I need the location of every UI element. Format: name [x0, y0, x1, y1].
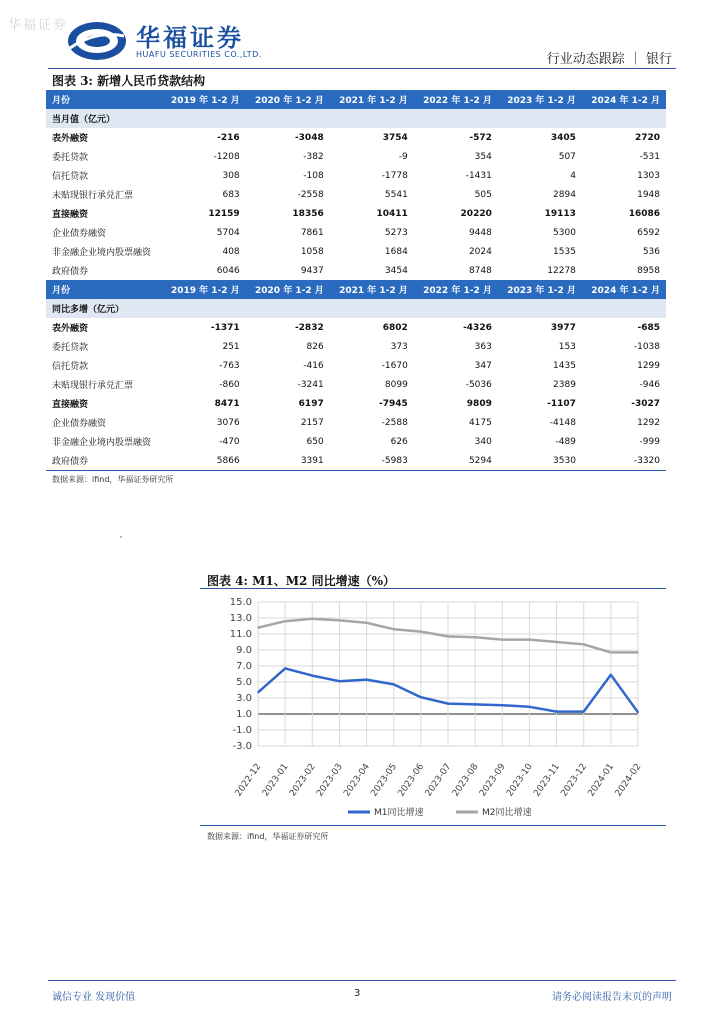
- series-point: [366, 679, 368, 681]
- table-cell: -2588: [381, 417, 408, 428]
- loan-structure-table: [46, 90, 666, 471]
- table-cell: 3530: [498, 451, 582, 471]
- chart4-source: 数据来源：ifind，华福证券研究所: [207, 832, 329, 841]
- row-label: 委托贷款: [52, 153, 89, 163]
- table-cell: -3027: [631, 398, 660, 409]
- table-cell: 8748: [468, 265, 492, 276]
- table-row: [46, 337, 666, 356]
- row-label: 直接融资: [52, 400, 89, 410]
- table-row: [46, 413, 666, 432]
- page-number: 3: [354, 988, 361, 999]
- table-cell: 507: [558, 151, 576, 162]
- table-cell: 2389: [553, 379, 576, 390]
- y-tick-label: 1.0: [236, 709, 252, 720]
- table-cell: -946: [639, 379, 660, 390]
- table-cell: 363: [474, 341, 492, 352]
- table-cell: 1299: [637, 360, 660, 371]
- table-cell: -5036: [465, 379, 492, 390]
- series-point: [447, 703, 449, 705]
- y-tick-label: -1.0: [232, 725, 252, 736]
- series-point: [583, 644, 585, 646]
- table-row: [46, 185, 666, 204]
- stray-dot: [120, 536, 122, 538]
- table-cell: -1107: [547, 398, 576, 409]
- footer-divider: [48, 980, 676, 981]
- table-row: [46, 204, 666, 223]
- series-point: [610, 674, 612, 676]
- logo-chinese-name: 华福证券: [136, 23, 244, 52]
- table-section-row: [46, 299, 666, 318]
- series-point: [284, 668, 286, 670]
- table-cell: 2157: [300, 417, 324, 428]
- table-cell: -382: [303, 151, 324, 162]
- column-header-period: 2023 年 1-2 月: [498, 90, 582, 109]
- table-cell: 4175: [468, 417, 492, 428]
- series-point: [284, 620, 286, 622]
- row-label: 非金融企业境内股票融资: [52, 438, 152, 448]
- row-label: 直接融资: [52, 210, 89, 220]
- row-label: 信托贷款: [52, 362, 89, 372]
- table-cell: 505: [474, 189, 492, 200]
- series-point: [311, 675, 313, 677]
- table-cell: 20220: [460, 208, 492, 219]
- table-cell: -763: [219, 360, 240, 371]
- x-tick-label: 2023-02: [287, 761, 318, 799]
- series-point: [257, 692, 259, 694]
- table-cell: 373: [390, 341, 408, 352]
- table-header-row: [46, 280, 666, 299]
- table-cell: 354: [474, 151, 492, 162]
- series-point: [501, 704, 503, 706]
- table-cell: 536: [642, 246, 660, 257]
- x-tick-label: 2023-07: [423, 761, 454, 799]
- series-point: [447, 636, 449, 638]
- table-cell: -999: [639, 436, 660, 447]
- table-cell: 347: [474, 360, 492, 371]
- table-cell: -1038: [633, 341, 660, 352]
- table-cell: -685: [637, 322, 660, 333]
- table-cell: 826: [306, 341, 324, 352]
- series-point: [393, 684, 395, 686]
- table3-caption: 图表 3: 新增人民币贷款结构: [52, 74, 206, 88]
- table-cell: 3977: [550, 322, 576, 333]
- column-header-period: 2023 年 1-2 月: [498, 280, 582, 299]
- column-header-period: 2019 年 1-2 月: [162, 90, 246, 109]
- table-cell: 6592: [637, 227, 660, 238]
- table-cell: 16086: [628, 208, 660, 219]
- table-cell: 6197: [298, 398, 324, 409]
- section-label: 当月值（亿元）: [46, 109, 666, 128]
- table-row: [46, 394, 666, 413]
- table-cell: 1292: [637, 417, 660, 428]
- table-cell: 9437: [300, 265, 324, 276]
- x-tick-label: 2024-01: [586, 761, 617, 799]
- logo-english-name: HUAFU SECURITIES CO.,LTD.: [136, 50, 262, 59]
- table-row: [46, 223, 666, 242]
- table-cell: 9448: [468, 227, 492, 238]
- y-tick-label: -3.0: [232, 741, 252, 752]
- table-cell: 5541: [384, 189, 408, 200]
- table-cell: 12278: [547, 265, 576, 276]
- footer-disclaimer: 请务必阅读报告末页的声明: [552, 992, 672, 1003]
- table-cell: 1684: [384, 246, 408, 257]
- series-point: [529, 706, 531, 708]
- table-cell: 4: [570, 170, 576, 181]
- table-row: [46, 147, 666, 166]
- table-cell: -860: [219, 379, 240, 390]
- column-header-period: 2020 年 1-2 月: [246, 90, 330, 109]
- logo-swirl-icon: [66, 18, 128, 64]
- table-cell: 3076: [216, 417, 240, 428]
- section-title: 行业动态跟踪 ｜ 银行: [546, 52, 672, 67]
- table-cell: 1058: [300, 246, 324, 257]
- table-cell: -1371: [210, 322, 240, 333]
- row-label: 企业债券融资: [52, 419, 107, 429]
- row-label: 表外融资: [52, 324, 89, 334]
- watermark: 华福证券: [8, 18, 69, 33]
- table-cell: 19113: [544, 208, 576, 219]
- row-label: 政府债券: [52, 267, 89, 277]
- table-cell: -1778: [381, 170, 408, 181]
- x-tick-label: 2023-12: [559, 761, 590, 799]
- y-tick-label: 7.0: [236, 661, 252, 672]
- table-cell: -216: [217, 132, 240, 143]
- table-cell: -1670: [381, 360, 408, 371]
- table-cell: 340: [474, 436, 492, 447]
- table-cell: 408: [222, 246, 240, 257]
- x-tick-label: 2023-10: [505, 761, 535, 799]
- series-point: [610, 652, 612, 654]
- y-tick-label: 15.0: [229, 597, 252, 608]
- table-row: [46, 128, 666, 147]
- m1-m2-line-chart: [200, 590, 666, 824]
- table-cell: -3048: [294, 132, 324, 143]
- table-row: [46, 375, 666, 394]
- table-cell: -7945: [379, 398, 408, 409]
- series-point: [420, 631, 422, 633]
- series-point: [529, 639, 531, 641]
- table-row: [46, 318, 666, 337]
- table-cell: 3391: [246, 451, 330, 471]
- column-header-period: 2024 年 1-2 月: [582, 90, 666, 109]
- table-row: [46, 451, 666, 471]
- table-row: [46, 432, 666, 451]
- table-cell: 3454: [384, 265, 408, 276]
- table-cell: 308: [222, 170, 240, 181]
- x-tick-label: 2023-06: [396, 761, 427, 799]
- table-cell: 1303: [637, 170, 660, 181]
- table-cell: 5273: [384, 227, 408, 238]
- legend-label: M2同比增速: [482, 808, 532, 818]
- header-divider: [48, 68, 676, 69]
- y-tick-label: 9.0: [236, 645, 252, 656]
- table-cell: 5866: [162, 451, 246, 471]
- y-tick-label: 3.0: [236, 693, 252, 704]
- table-cell: 3754: [382, 132, 408, 143]
- x-tick-label: 2023-08: [450, 761, 481, 799]
- column-header-month: 月份: [46, 90, 162, 109]
- table-cell: 5704: [216, 227, 240, 238]
- table-cell: 8958: [637, 265, 660, 276]
- table-cell: 10411: [376, 208, 408, 219]
- table-cell: -572: [469, 132, 492, 143]
- row-label: 非金融企业境内股票融资: [52, 248, 152, 258]
- table-cell: 6046: [216, 265, 240, 276]
- series-point: [474, 636, 476, 638]
- table-cell: -108: [303, 170, 324, 181]
- series-point: [366, 622, 368, 624]
- series-point: [583, 711, 585, 713]
- table-row: [46, 242, 666, 261]
- column-header-month: 月份: [46, 280, 162, 299]
- table-cell: 683: [222, 189, 240, 200]
- table-section-row: [46, 109, 666, 128]
- table-cell: -531: [639, 151, 660, 162]
- table-cell: 153: [558, 341, 576, 352]
- x-tick-label: 2023-11: [532, 761, 563, 799]
- table-cell: -1431: [465, 170, 492, 181]
- y-tick-label: 5.0: [236, 677, 252, 688]
- series-point: [637, 652, 639, 654]
- row-label: 信托贷款: [52, 172, 89, 182]
- table-cell: 6802: [382, 322, 408, 333]
- table-cell: -416: [303, 360, 324, 371]
- column-header-period: 2024 年 1-2 月: [582, 280, 666, 299]
- table-cell: 8471: [214, 398, 240, 409]
- series-point: [556, 641, 558, 643]
- footer-slogan: 诚信专业 发现价值: [52, 992, 136, 1003]
- table-cell: 1435: [553, 360, 576, 371]
- y-tick-label: 11.0: [229, 629, 252, 640]
- series-point: [556, 711, 558, 713]
- table-cell: 2720: [634, 132, 660, 143]
- row-label: 政府债券: [46, 451, 162, 471]
- series-point: [257, 627, 259, 629]
- table-cell: 251: [222, 341, 240, 352]
- section-label: 同比多增（亿元）: [46, 299, 666, 318]
- table-cell: 2894: [553, 189, 576, 200]
- company-logo: [66, 18, 266, 64]
- legend-label: M1同比增速: [374, 808, 424, 818]
- table-cell: -2558: [297, 189, 324, 200]
- table3-source: 数据来源：ifind，华福证券研究所: [52, 475, 174, 484]
- table-cell: 2024: [468, 246, 492, 257]
- table-cell: -3241: [297, 379, 324, 390]
- table-cell: -3320: [582, 451, 666, 471]
- table-cell: 5300: [553, 227, 576, 238]
- table-cell: 9809: [466, 398, 492, 409]
- x-tick-label: 2024-02: [613, 761, 644, 799]
- column-header-period: 2019 年 1-2 月: [162, 280, 246, 299]
- series-point: [339, 620, 341, 622]
- table-cell: 650: [306, 436, 324, 447]
- series-point: [501, 639, 503, 641]
- table-cell: -2832: [294, 322, 324, 333]
- column-header-period: 2022 年 1-2 月: [414, 90, 498, 109]
- table-cell: 626: [390, 436, 408, 447]
- table-cell: -4326: [463, 322, 492, 333]
- row-label: 未贴现银行承兑汇票: [52, 191, 134, 201]
- table-cell: -4148: [549, 417, 576, 428]
- table-cell: 12159: [208, 208, 240, 219]
- column-header-period: 2021 年 1-2 月: [330, 90, 414, 109]
- column-header-period: 2022 年 1-2 月: [414, 280, 498, 299]
- x-tick-label: 2023-09: [477, 761, 508, 799]
- table-cell: -5983: [330, 451, 414, 471]
- row-label: 表外融资: [52, 134, 89, 144]
- x-tick-label: 2022-12: [233, 761, 264, 799]
- y-tick-label: 13.0: [229, 613, 252, 624]
- chart4-caption: 图表 4: M1、M2 同比增速（%）: [207, 574, 395, 588]
- row-label: 企业债券融资: [52, 229, 107, 239]
- series-point: [474, 704, 476, 706]
- table-cell: -470: [219, 436, 240, 447]
- series-point: [311, 618, 313, 620]
- row-label: 未贴现银行承兑汇票: [52, 381, 134, 391]
- table-row: [46, 356, 666, 375]
- table-cell: -9: [398, 151, 408, 162]
- table-cell: -1208: [213, 151, 240, 162]
- series-point: [339, 680, 341, 682]
- column-header-period: 2020 年 1-2 月: [246, 280, 330, 299]
- table-cell: 8099: [384, 379, 408, 390]
- x-tick-label: 2023-03: [315, 761, 345, 799]
- table-row: [46, 261, 666, 280]
- table-cell: 1948: [637, 189, 660, 200]
- table-cell: 1535: [553, 246, 576, 257]
- series-point: [393, 628, 395, 630]
- table-cell: 3405: [550, 132, 576, 143]
- row-label: 委托贷款: [52, 343, 89, 353]
- series-point: [420, 696, 422, 698]
- table-cell: 5294: [414, 451, 498, 471]
- x-tick-label: 2023-04: [342, 761, 373, 799]
- column-header-period: 2021 年 1-2 月: [330, 280, 414, 299]
- x-tick-label: 2023-05: [369, 761, 400, 799]
- table-row: [46, 166, 666, 185]
- table-header-row: [46, 90, 666, 109]
- table-cell: -489: [555, 436, 576, 447]
- series-point: [637, 712, 639, 714]
- table-cell: 7861: [300, 227, 324, 238]
- table-cell: 18356: [292, 208, 324, 219]
- x-tick-label: 2023-01: [260, 761, 291, 799]
